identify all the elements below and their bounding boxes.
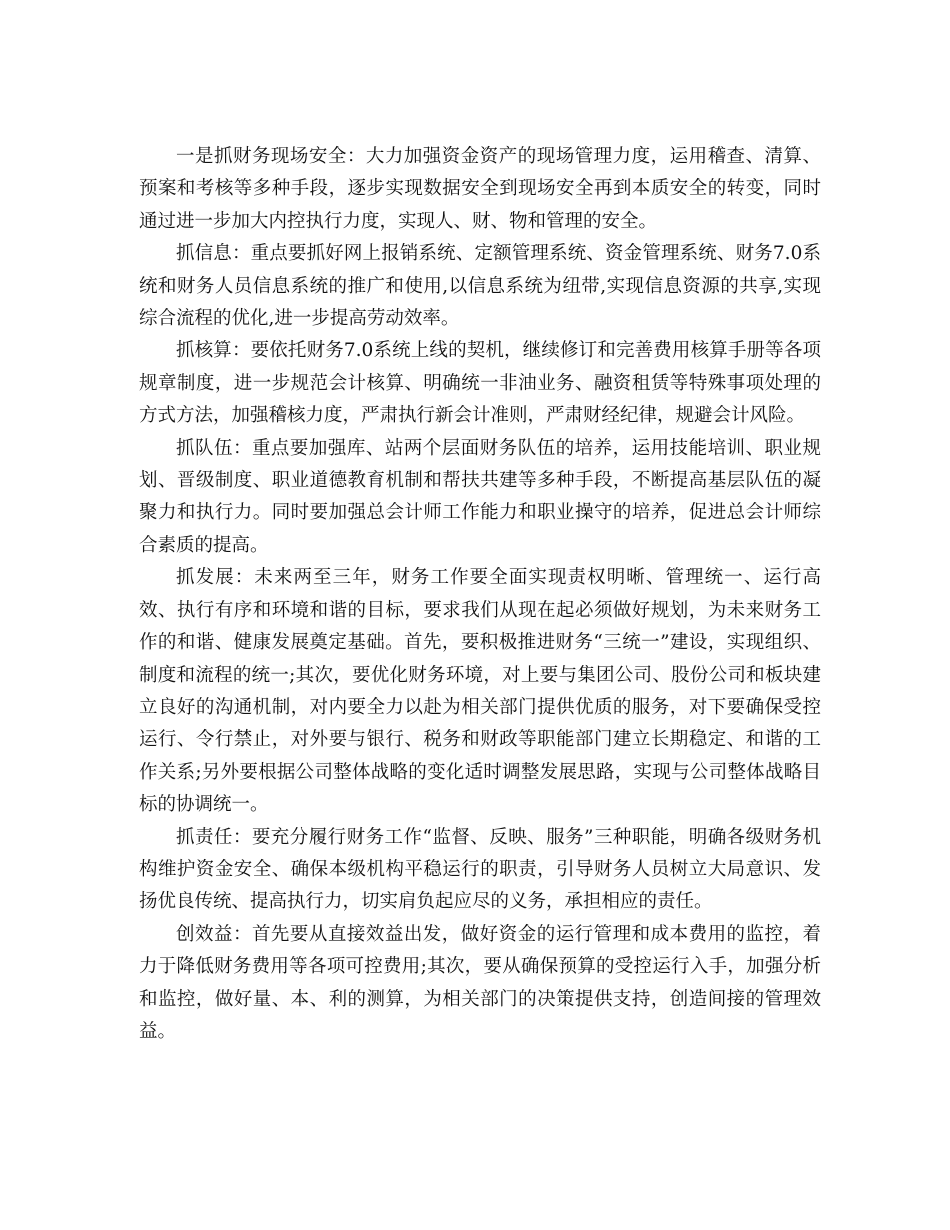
paragraph-responsibility: 抓责任：要充分履行财务工作“监督、反映、服务”三种职能，明确各级财务机构维护资金安全、确保本级机构平稳运行的职责，引导财务人员树立大局意识、发扬优良传统、提高执行力，切实肩负起应尽的义务，承担相应的责任。 [139, 826, 821, 913]
paragraph-team: 抓队伍：重点要加强库、站两个层面财务队伍的培养，运用技能培训、职业规划、晋级制度、职业道德教育机制和帮扶共建等多种手段，不断提高基层队伍的凝聚力和执行力。同时要加强总会计师工作能力和职业操守的培养，促进总会计师综合素质的提高。 [139, 437, 821, 556]
paragraph-information: 抓信息：重点要抓好网上报销系统、定额管理系统、资金管理系统、财务7.0系统和财务人员信息系统的推广和使用,以信息系统为纽带,实现信息资源的共享,实现综合流程的优化,进一步提高劳动效率。 [139, 243, 821, 330]
document-body [139, 141, 821, 1048]
paragraph-site-safety: 一是抓财务现场安全：大力加强资金资产的现场管理力度，运用稽查、清算、预案和考核等多种手段，逐步实现数据安全到现场安全再到本质安全的转变，同时通过进一步加大内控执行力度，实现人、财、物和管理的安全。 [139, 146, 821, 232]
paragraph-development: 抓发展：未来两至三年，财务工作要全面实现责权明晰、管理统一、运行高效、执行有序和环境和谐的目标，要求我们从现在起必须做好规划，为未来财务工作的和谐、健康发展奠定基础。首先，要积极推进财务“三统一”建设，实现组织、制度和流程的统一;其次，要优化财务环境，对上要与集团公司、股份公司和板块建立良好的沟通机制，对内要全力以赴为相关部门提供优质的服务，对下要确保受控运行、令行禁止，对外要与银行、税务和财政等职能部门建立长期稳定、和谐的工作关系;另外要根据公司整体战略的变化适时调整发展思路，实现与公司整体战略目标的协调统一。 [139, 567, 821, 816]
paragraph-accounting: 抓核算：要依托财务7.0系统上线的契机，继续修订和完善费用核算手册等各项规章制度，进一步规范会计核算、明确统一非油业务、融资租赁等特殊事项处理的方式方法，加强稽核力度，严肃执行新会计准则，严肃财经纪律，规避会计风险。 [139, 340, 821, 427]
paragraph-benefit: 创效益：首先要从直接效益出发，做好资金的运行管理和成本费用的监控，着力于降低财务费用等各项可控费用;其次，要从确保预算的受控运行入手，加强分析和监控，做好量、本、利的测算，为相关部门的决策提供支持，创造间接的管理效益。 [139, 923, 821, 1042]
